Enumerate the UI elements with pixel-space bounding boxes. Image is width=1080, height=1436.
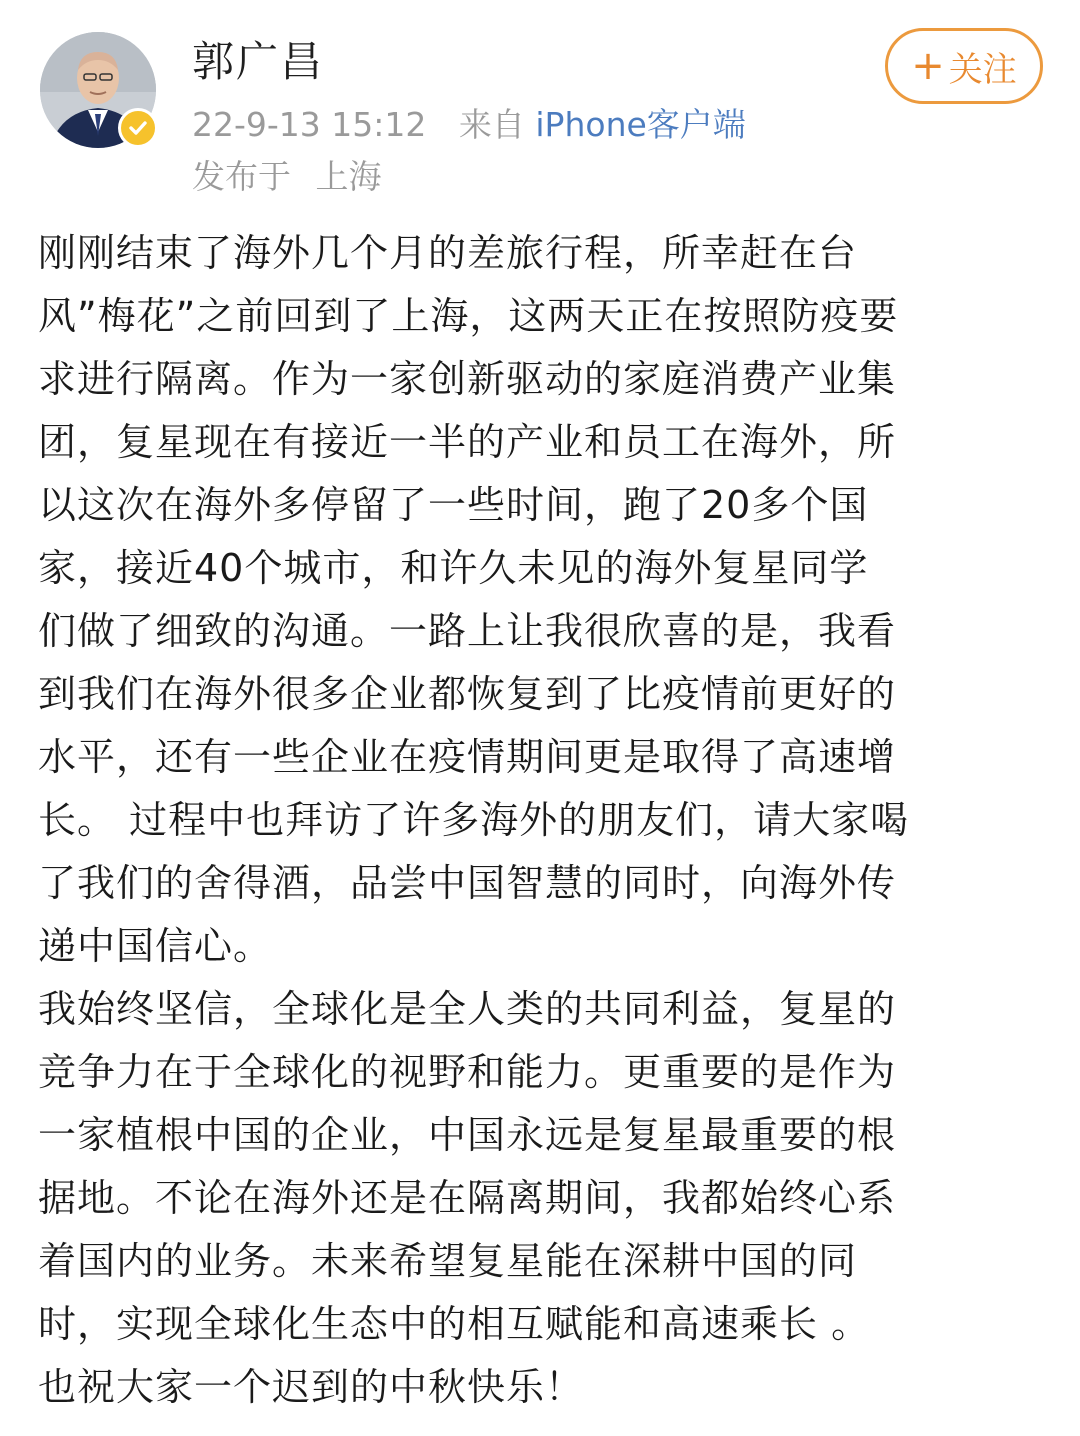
post-text-line: 我始终坚信，全球化是全人类的共同利益，复星的	[38, 987, 897, 1031]
follow-button-label: 关注	[948, 49, 1017, 90]
post-text-line: 们做了细致的沟通。一路上让我很欣喜的是，我看	[38, 609, 897, 653]
post-text-line: 团，复星现在有接近一半的产业和员工在海外，所	[38, 420, 897, 464]
post-text-line: 递中国信心。	[38, 924, 273, 968]
post-text-line: 刚刚结束了海外几个月的差旅行程，所幸赶在台	[38, 231, 858, 275]
post-text-line: 长。 过程中也拜访了许多海外的朋友们，请大家喝	[38, 798, 910, 842]
post-text-line: 了我们的舍得酒，品尝中国智慧的同时，向海外传	[38, 861, 897, 905]
source-client-link[interactable]: iPhone客户端	[535, 105, 746, 144]
post-meta	[192, 100, 746, 150]
post-text-line: 也祝大家一个迟到的中秋快乐！	[38, 1365, 585, 1409]
post-text-line: 一家植根中国的企业，中国永远是复星最重要的根	[38, 1113, 897, 1157]
post-text-line: 据地。不论在海外还是在隔离期间，我都始终心系	[38, 1176, 897, 1220]
post-location	[192, 152, 382, 202]
post-text-line: 求进行隔离。作为一家创新驱动的家庭消费产业集	[38, 357, 897, 401]
follow-button[interactable]	[885, 28, 1043, 104]
source-prefix: 来自	[458, 105, 525, 144]
location-prefix: 发布于	[192, 157, 291, 196]
post-header	[0, 0, 1080, 210]
post-text-line: 以这次在海外多停留了一些时间，跑了20多个国	[38, 483, 869, 527]
username[interactable]: 郭广昌	[192, 37, 325, 86]
post-text-line: 到我们在海外很多企业都恢复到了比疫情前更好的	[38, 672, 897, 716]
verified-badge-icon	[118, 108, 158, 148]
plus-icon: +	[911, 43, 945, 89]
location-name: 上海	[315, 157, 382, 196]
post-text-line: 时，实现全球化生态中的相互赋能和高速乘长 。	[38, 1302, 871, 1346]
post-text-line: 着国内的业务。未来希望复星能在深耕中国的同	[38, 1239, 858, 1283]
post-timestamp: 22-9-13 15:12	[192, 105, 427, 144]
post-text-line: 风”梅花”之前回到了上海，这两天正在按照防疫要	[38, 294, 899, 338]
post-text-line: 水平，还有一些企业在疫情期间更是取得了高速增	[38, 735, 897, 779]
post-text	[38, 222, 1038, 1419]
post-text-line: 家，接近40个城市，和许久未见的海外复星同学	[38, 546, 869, 590]
post-text-line: 竞争力在于全球化的视野和能力。更重要的是作为	[38, 1050, 897, 1094]
